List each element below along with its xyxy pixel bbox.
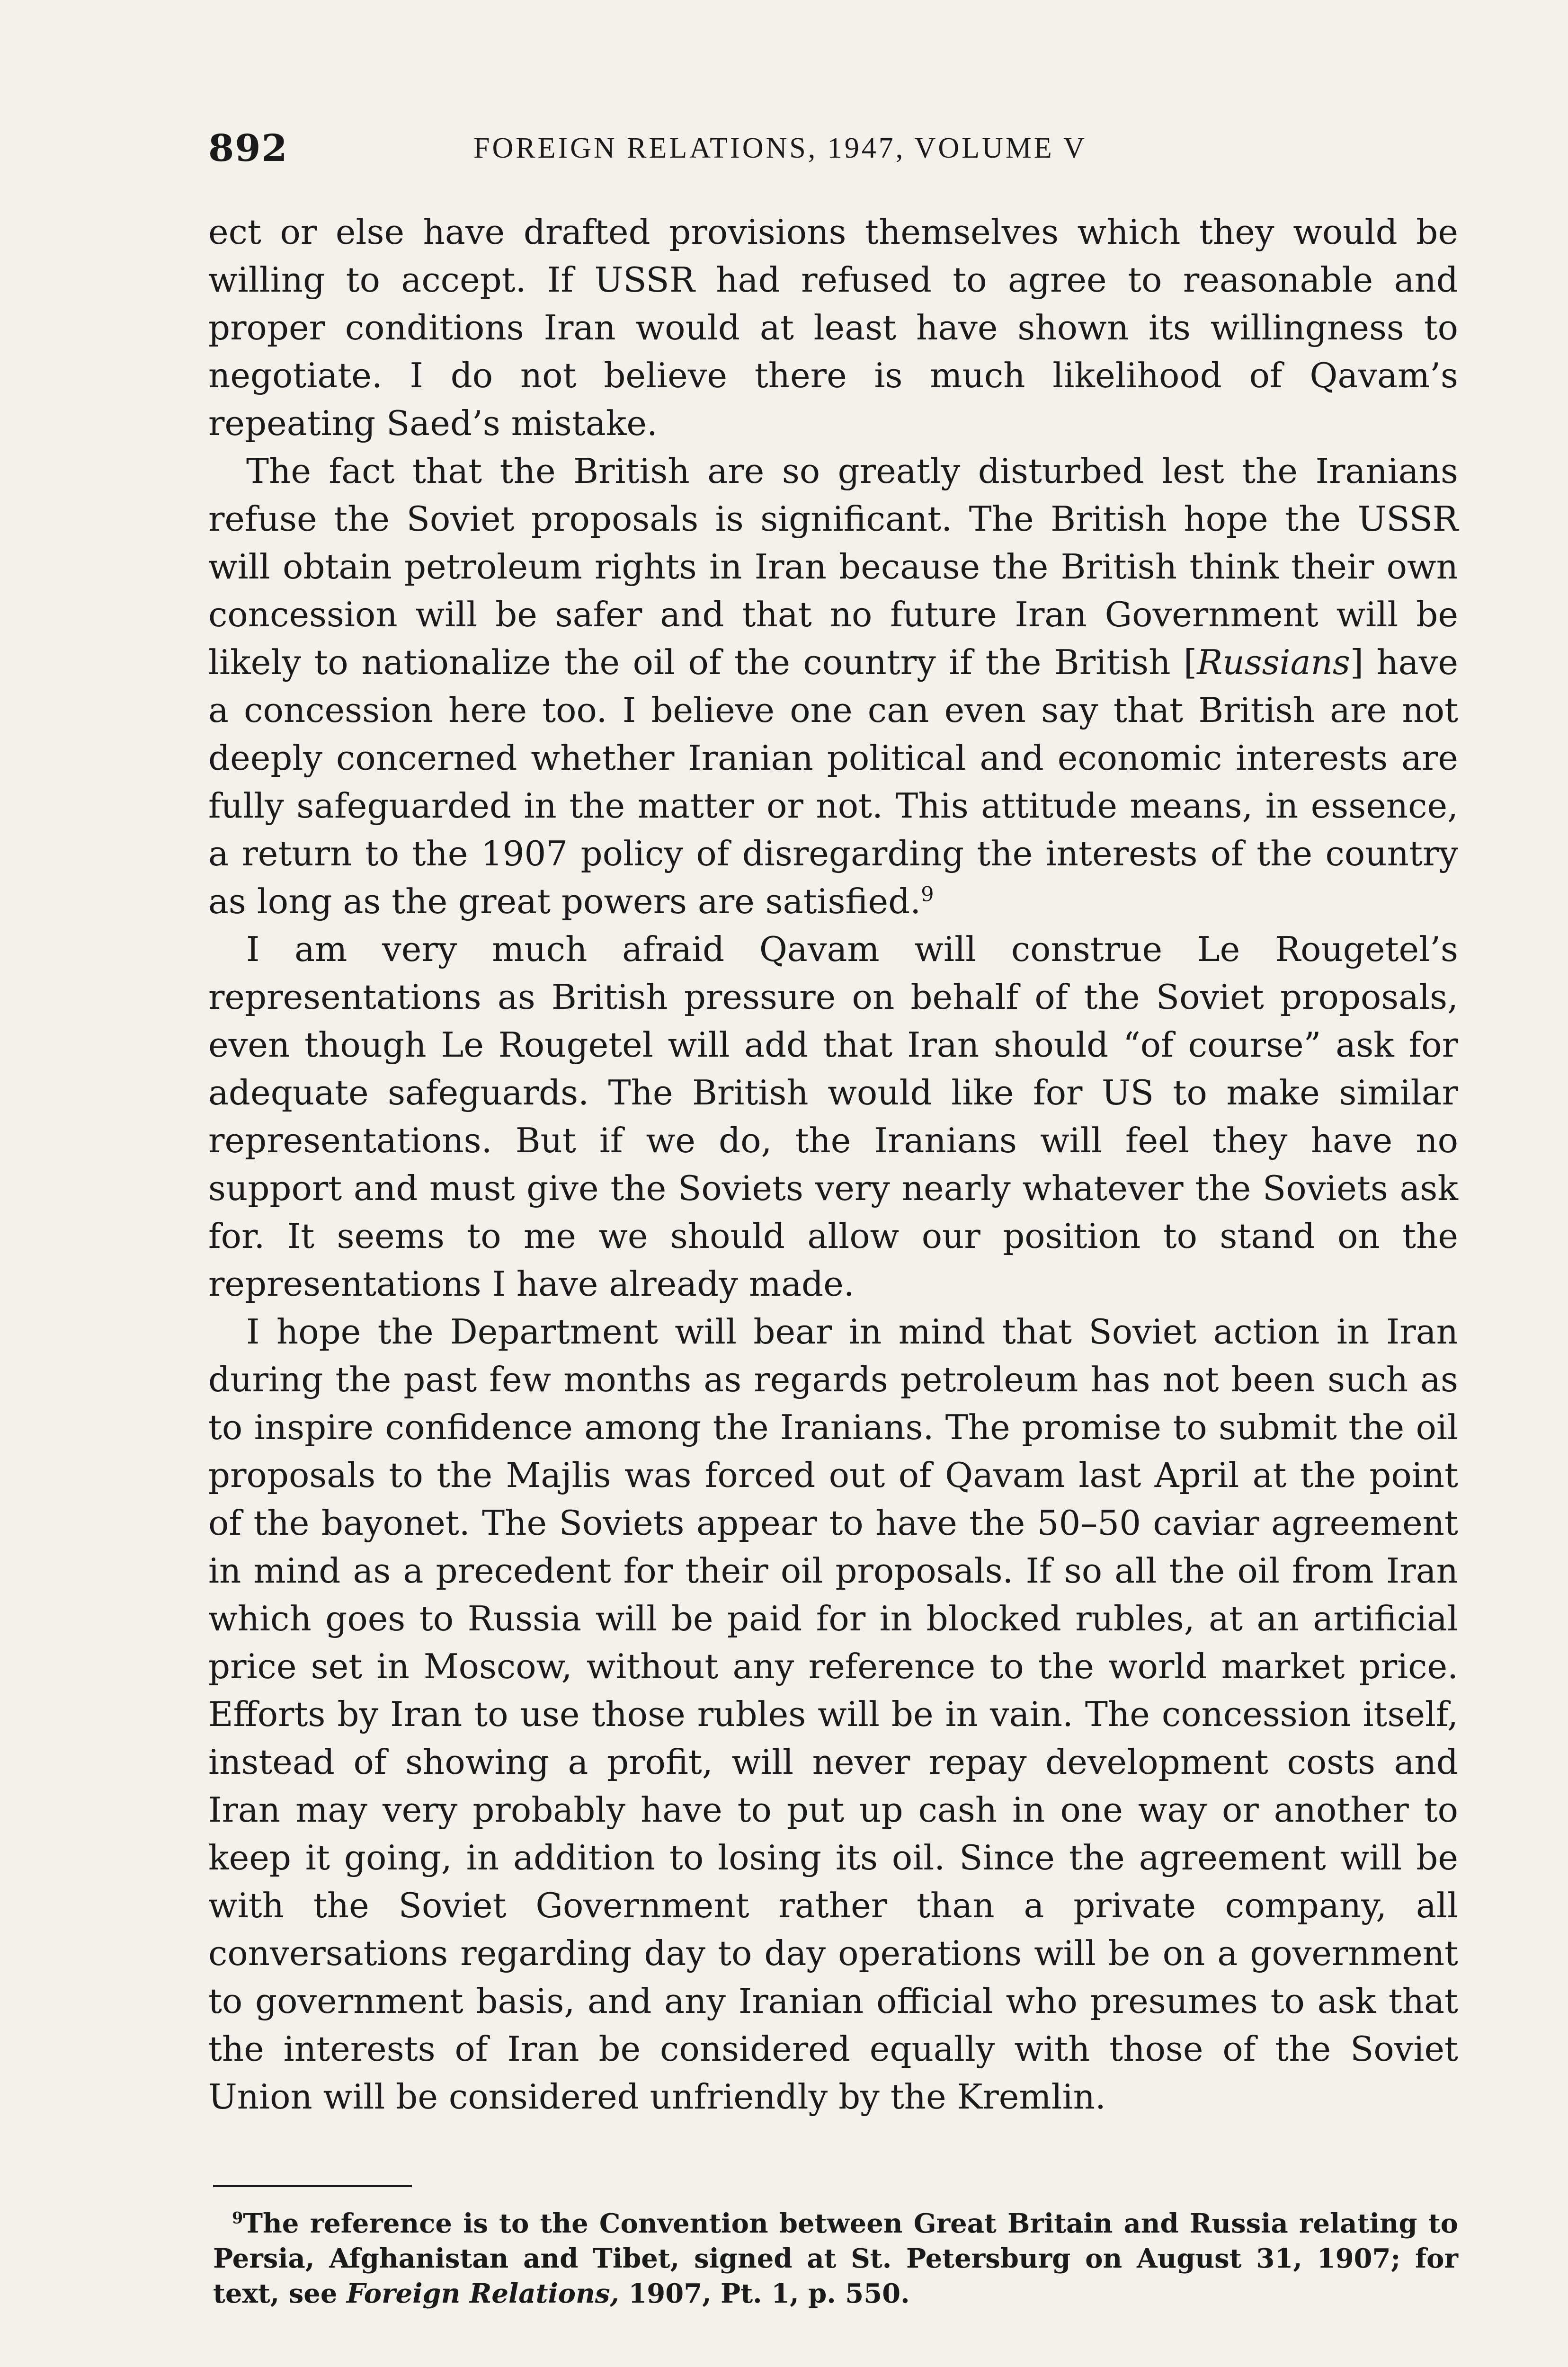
footnote xyxy=(213,2206,1458,2311)
body-text xyxy=(208,208,1458,2121)
paragraph-1: ect or else have drafted provisions themselves which they would be willing to accept. If USSR had refused to agree to reasonable and proper conditions Iran would at least have shown its willingness to negotiate. I do not believe there is much likelihood of Qavam’s repeating Saed’s mistake. xyxy=(208,212,1458,443)
paragraph-2-part-2: have a concession here too. I believe one can even say that British are not deeply concerned whether Iranian political and economic interests are fully safeguarded in the matter or not. This attitude means, in essence, a return to the 1907 policy of disregarding the interests of the country as long as the great powers are satisfied. xyxy=(208,642,1458,921)
footnote-marker: 9 xyxy=(232,2208,243,2227)
footnote-rule xyxy=(213,2185,412,2187)
paragraph-3: I am very much afraid Qavam will construe Le Rougetel’s representations as British pressure on behalf of the Soviet proposals, even though Le Rougetel will add that Iran should “of course” ask for adequate safeguards. The British would like for US to make similar representations. But if we do, the Iranians will feel they have no support and must give the Soviets very nearly whatever the Soviets ask for. It seems to me we should allow our position to stand on the representations I have already made. xyxy=(208,929,1458,1304)
footnote-reference: 9 xyxy=(921,883,934,907)
footnote-text-before: The reference is to the Convention between Great Britain and Russia relating to Persia, Afghanistan and Tibet, signed at St. Petersburg on August 31, 1907; for text, see xyxy=(213,2208,1458,2309)
editorial-insertion: Russians xyxy=(1197,642,1350,682)
paragraph-2: The fact that the British are so greatly disturbed lest the Iranians refuse the Soviet proposals is significant. The British hope the USSR will obtain petroleum rights in Iran because the British think their own concession will be safer and that no future Iran Government will be likely to nationalize the oil of the country if the British [Russians] have a concession here too. I believe one can even say that British are not deeply concerned whether Iranian political and economic interests are fully safeguarded in the matter or not. This attitude means, in essence, a return to the 1907 policy of disregarding the interests of the country as long as the great powers are satisfied.$^9$ xyxy=(208,451,1458,921)
paragraph-4: I hope the Department will bear in mind that Soviet action in Iran during the past few months as regards petroleum has not been such as to inspire confidence among the Iranians. The promise to submit the oil proposals to the Majlis was forced out of Qavam last April at the point of the bayonet. The Soviets appear to have the 50–50 caviar agreement in mind as a precedent for their oil proposals. If so all the oil from Iran which goes to Russia will be paid for in blocked rubles, at an artificial price set in Moscow, without any reference to the world market price. Efforts by Iran to use those rubles will be in vain. The concession itself, instead of showing a profit, will never repay development costs and Iran may very probably have to put up cash in one way or another to keep it going, in addition to losing its oil. Since the agreement will be with the Soviet Government rather than a private company, all conversations regarding day to day operations will be on a government to government basis, and any Iranian official who presumes to ask that the interests of Iran be considered equally with those of the Soviet Union will be considered unfriendly by the Kremlin. xyxy=(208,1312,1458,2117)
paragraph-2-part-1: The fact that the British are so greatly disturbed lest the Iranians refuse the Soviet proposals is significant. The British hope the USSR will obtain petroleum rights in Iran because the British think their own concession will be safer and that no future Iran Government will be likely to nationalize the oil of the country if the British xyxy=(208,451,1458,682)
footnote-title: Foreign Relations, xyxy=(347,2278,619,2309)
page-header xyxy=(208,127,1458,179)
page-number: 892 xyxy=(208,127,288,170)
footnote-text-after: 1907, Pt. 1, p. 550. xyxy=(628,2278,910,2309)
running-head: FOREIGN RELATIONS, 1947, VOLUME V xyxy=(473,132,1087,164)
